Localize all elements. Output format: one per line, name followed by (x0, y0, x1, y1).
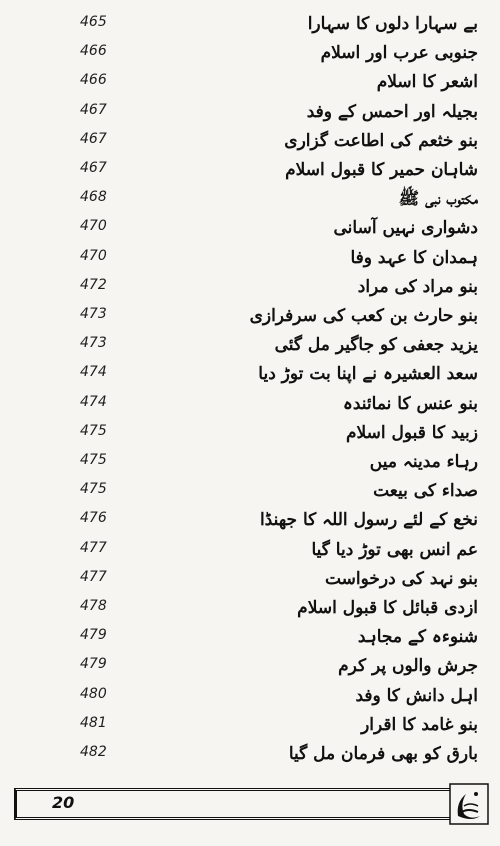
toc-entry-title: بنو مراد کی مراد (357, 276, 478, 297)
toc-entry-title: بنو عنس کا نمائندہ (342, 393, 478, 414)
toc-entry (0, 711, 500, 740)
toc-entry (0, 536, 500, 565)
toc-entry (0, 156, 500, 185)
toc-page-number: 473 (80, 306, 107, 322)
toc-page-number: 473 (80, 335, 107, 352)
toc-entry (0, 302, 500, 331)
toc-entry (0, 682, 500, 711)
toc-entry (0, 10, 500, 39)
toc-entry-title: رہاء مدینہ میں (369, 452, 478, 472)
toc-entry-title: صداء کی بیعت (373, 481, 478, 502)
toc-page-number: 468 (80, 189, 107, 206)
toc-entry-title: بے سہارا دلوں کا سہارا (307, 14, 478, 34)
footer-page-number: 20 (52, 793, 75, 812)
toc-page-number: 467 (80, 101, 107, 118)
toc-entry (0, 594, 500, 623)
toc-page-number: 478 (80, 598, 107, 614)
toc-page-number: 477 (80, 568, 107, 585)
toc-page-number: 476 (80, 510, 107, 527)
toc-entry-title: بنو خثعم کی اطاعت گزاری (284, 130, 478, 151)
toc-entry (0, 623, 500, 652)
toc-entry-title: بنو نہد کی درخواست (324, 568, 478, 589)
page-footer (0, 778, 500, 846)
toc-entry-title: دشواری نہیں آسانی (333, 218, 478, 239)
toc-page-number: 470 (80, 247, 107, 264)
footer-rule (14, 788, 450, 820)
toc-entry-title: بنو غامد کا اقرار (361, 714, 478, 735)
toc-entry (0, 273, 500, 302)
toc-page-number: 472 (80, 276, 107, 293)
toc-entry (0, 331, 500, 360)
toc-page-number: 465 (80, 14, 107, 30)
toc-entry-title: جرش والوں پر کرم (338, 656, 478, 677)
toc-entry-title: زبید کا قبول اسلام (345, 422, 478, 443)
toc-entry-title: یزید جعفی کو جاگیر مل گئی (274, 335, 478, 356)
toc-entry-title: عم انس بھی توڑ دیا گیا (311, 539, 478, 560)
toc-entry-title: نخع کے لئے رسول اللہ کا جھنڈا (259, 510, 478, 531)
toc-page-number: 466 (80, 43, 107, 60)
toc-page-number: 477 (80, 539, 107, 556)
toc-entry (0, 652, 500, 681)
toc-page-number: 470 (80, 218, 107, 235)
toc-page-number: 475 (80, 481, 107, 498)
toc-entry (0, 185, 500, 214)
toc-page-number: 467 (80, 160, 107, 176)
toc-page-number: 475 (80, 452, 107, 468)
toc-page-number: 481 (80, 714, 107, 731)
toc-entry-title: ازدی قبائل کا قبول اسلام (297, 598, 478, 618)
toc-entry (0, 448, 500, 477)
toc-entry-title: اشعر کا اسلام (376, 72, 478, 93)
toc-entry-title: شنوءہ کے مجاہد (357, 627, 478, 648)
crescent-logo-icon (448, 782, 490, 826)
toc-page-number: 480 (80, 685, 107, 702)
toc-entry-title: بنو حارث بن کعب کی سرفرازی (249, 306, 478, 326)
toc-entry-title: مکتوب نبی ﷺ (398, 189, 478, 210)
toc-entry (0, 565, 500, 594)
toc-page-number: 474 (80, 364, 107, 381)
toc-page-number: 467 (80, 130, 107, 147)
toc-page-number: 479 (80, 656, 107, 673)
toc-entry-title: سعد العشیرہ نے اپنا بت توڑ دیا (258, 364, 478, 385)
toc-entry-title: بارق کو بھی فرمان مل گیا (288, 744, 478, 764)
toc-page-number: 474 (80, 393, 107, 410)
toc-entry (0, 390, 500, 419)
toc-page-number: 482 (80, 744, 107, 760)
toc-entry-title: بجیلہ اور احمس کے وفد (306, 101, 478, 122)
toc-entry-title: ہمدان کا عہد وفا (350, 247, 478, 268)
toc-entry-title: شاہان حمیر کا قبول اسلام (285, 160, 478, 180)
toc-entry (0, 419, 500, 448)
toc-page-number: 475 (80, 422, 107, 439)
toc-entry (0, 127, 500, 156)
toc-entry (0, 740, 500, 769)
toc-page-number: 466 (80, 72, 107, 89)
toc-entry (0, 360, 500, 389)
toc-entry (0, 68, 500, 97)
toc-page-number: 479 (80, 627, 107, 644)
toc-entry (0, 98, 500, 127)
toc-entry (0, 244, 500, 273)
toc-entry (0, 39, 500, 68)
toc-entry-title: جنوبی عرب اور اسلام (320, 43, 478, 64)
toc-entry-title: اہل دانش کا وفد (355, 685, 478, 706)
toc-entry (0, 506, 500, 535)
toc-entry (0, 214, 500, 243)
toc-entry (0, 477, 500, 506)
